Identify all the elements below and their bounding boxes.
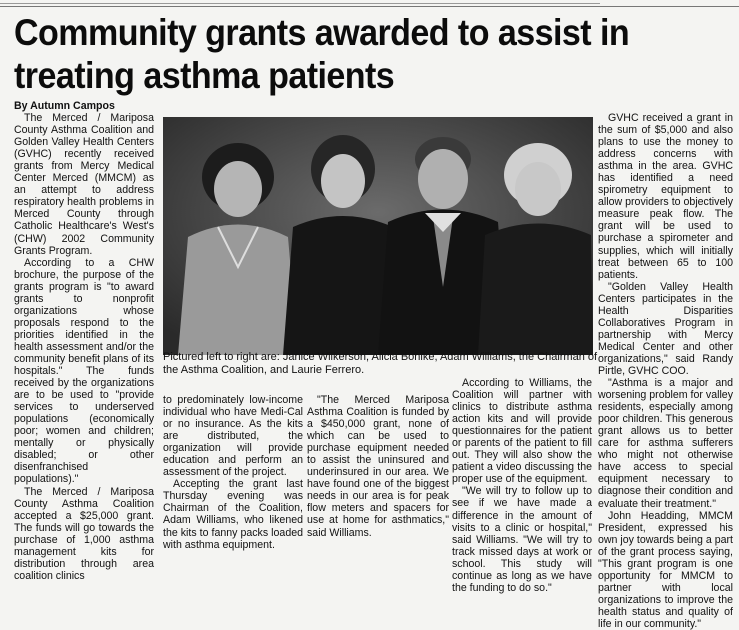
byline: By Autumn Campos xyxy=(14,100,115,112)
top-rule xyxy=(0,6,739,7)
paragraph: "We will try to follow up to see if we have made a difference in the amount of visits to a clinic or hospital," said Williams. "We will try to track missed days at work or school. This study will continue as long as we have the funding to do so." xyxy=(452,485,592,594)
paragraph: Accepting the grant last Thursday evening was Chairman of the Coalition, Adam Williams, who likened the kits to fanny packs loaded with asthma equipment. xyxy=(163,478,303,551)
photo-image xyxy=(163,117,593,355)
headline: Community grants awarded to assist in treating asthma patients xyxy=(14,12,630,96)
paragraph: The Merced / Mariposa County Asthma Coalition and Golden Valley Health Centers (GVHC) recently received grants from Mercy Medical Center Merced (MMCM) as an attempt to address respiratory health problems in Merced County through Catholic Healthcare's West's (CHW) 2002 Community Grants Program. xyxy=(14,112,154,257)
paragraph: John Headding, MMCM President, expressed his own joy towards being a part of the grant process saying, "This grant program is one opportunity for MMCM to partner with local organizations to improve the health status and quality of life in our community." xyxy=(598,509,733,630)
paragraph: "Asthma is a major and worsening problem for valley residents, especially among poor children. This generous grant allows us to better care for asthma sufferers who might not otherwise have access to special equipment necessary to diagnose their condition and evaluate their treatment." xyxy=(598,377,733,510)
article-column-3 xyxy=(307,394,449,539)
paragraph: "The Merced Mariposa Asthma Coalition is funded by a $450,000 grant, none of which can be used to purchase equipment needed to assist the uninsured and underinsured in our area. We have found one of the biggest needs in our area is for peak flow meters and spacers for use at home for asthmatics," said Williams. xyxy=(307,394,449,539)
article-column-5 xyxy=(598,112,733,630)
paragraph: "Golden Valley Health Centers participates in the Health Disparities Collaboratives Program in partnership with Mercy Medical Center and other organizations," said Randy Pirtle, GVHC COO. xyxy=(598,280,733,377)
paragraph: The Merced / Mariposa County Asthma Coalition accepted a $25,000 grant. The funds will go towards the purchase of 1,000 asthma management kits for distribution through area coalition clinics xyxy=(14,485,154,582)
paragraph: According to Williams, the Coalition will partner with clinics to distribute asthma action kits and will provide questionnaires for the patient or parents of the patient to fill out. They will also show the patient a video discussing the proper use of the equipment. xyxy=(452,377,592,486)
article-column-1 xyxy=(14,100,154,582)
article-column-2 xyxy=(163,394,303,551)
group-photo xyxy=(163,117,593,355)
paragraph: According to a CHW brochure, the purpose of the grants program is "to award grants to nonprofit organizations whose proposals respond to the priorities identified in the health assessment and/or the community benefit plans of its hospitals." The funds received by the organizations are to be used to "provide services to underserved populations (economically poor; women and children; mentally or physically disabled; or other disenfranchised populations)." xyxy=(14,256,154,486)
top-rule-thin xyxy=(0,3,600,4)
paragraph: to predominately low-income individual who have Medi-Cal or no insurance. As the kits are distributed, the organization will provide education and perform an assessment of the project. xyxy=(163,394,303,479)
photo-caption: Pictured left to right are: Janice Wilkerson, Alicia Bohlke, Adam Williams, the Chairman of the Asthma Coalition, and Laurie Ferrero. xyxy=(163,351,598,376)
article-column-4 xyxy=(452,377,592,594)
paragraph: GVHC received a grant in the sum of $5,000 and also plans to use the money to address concerns with asthma in the area. GVHC has identified a need spirometry equipment to allow providers to objectively measure peak flow. The grant will be used to purchase a spirometer and supplies, which will initially treat between 65 to 100 patients. xyxy=(598,112,733,281)
